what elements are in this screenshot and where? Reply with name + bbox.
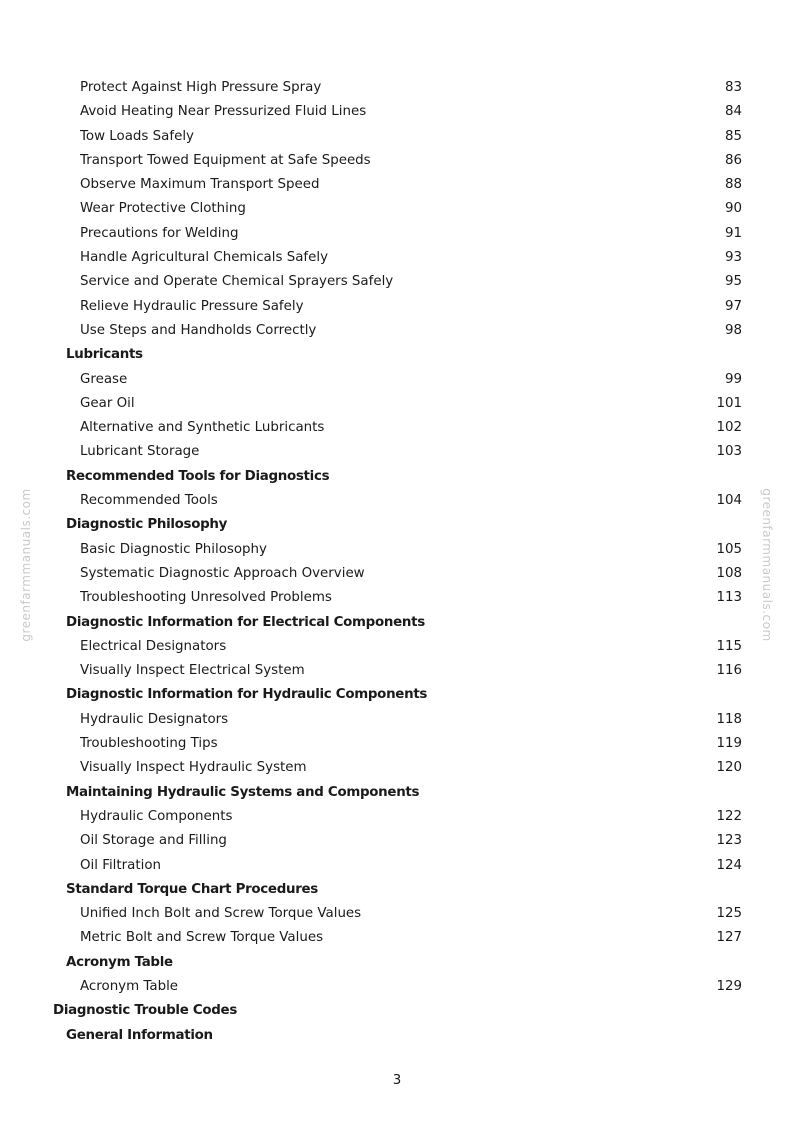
- toc-entry[interactable]: [0, 805, 794, 829]
- toc-entry-page-number: 123: [716, 833, 742, 849]
- toc-entry-title: Avoid Heating Near Pressurized Fluid Lines: [80, 104, 367, 120]
- toc-entry-title: Basic Diagnostic Philosophy: [80, 541, 267, 557]
- toc-entry-title: Precautions for Welding: [80, 225, 239, 241]
- toc-entry[interactable]: [0, 76, 794, 100]
- toc-entry-page-number: 86: [724, 152, 742, 168]
- toc-entry-title: Visually Inspect Electrical System: [80, 663, 305, 679]
- toc-entry-title: Lubricants: [66, 347, 143, 363]
- toc-entry[interactable]: [0, 756, 794, 780]
- toc-entry-page-number: 118: [716, 711, 742, 727]
- toc-entry[interactable]: [0, 659, 794, 683]
- toc-entry[interactable]: [0, 489, 794, 513]
- toc-entry-page-number: 99: [724, 371, 742, 387]
- toc-entry[interactable]: [0, 149, 794, 173]
- toc-entry-title: Diagnostic Information for Hydraulic Components: [66, 687, 428, 703]
- toc-entry[interactable]: [0, 440, 794, 464]
- toc-entry-title: Gear Oil: [80, 395, 135, 411]
- toc-entry-title: Wear Protective Clothing: [80, 201, 246, 217]
- toc-entry-title: General Information: [66, 1027, 213, 1043]
- toc-entry[interactable]: [0, 586, 794, 610]
- toc-entry-title: Observe Maximum Transport Speed: [80, 177, 320, 193]
- toc-heading[interactable]: [0, 1024, 794, 1048]
- toc-heading[interactable]: [0, 878, 794, 902]
- toc-entry-page-number: 127: [716, 930, 742, 946]
- toc-entry[interactable]: [0, 635, 794, 659]
- toc-entry-title: Troubleshooting Unresolved Problems: [80, 590, 332, 606]
- toc-entry[interactable]: [0, 246, 794, 270]
- toc-entry-title: Hydraulic Components: [80, 808, 233, 824]
- toc-entry-page-number: 83: [724, 80, 742, 95]
- page-number: 3: [392, 1073, 402, 1088]
- toc-entry-title: Diagnostic Information for Electrical Components: [66, 614, 425, 630]
- toc-entry-title: Oil Filtration: [80, 857, 162, 873]
- toc-entry-page-number: 116: [716, 663, 742, 679]
- toc-entry-page-number: 113: [716, 590, 742, 606]
- toc-heading[interactable]: [0, 951, 794, 975]
- toc-entry-page-number: 95: [724, 274, 742, 290]
- toc-entry-page-number: 120: [716, 760, 742, 776]
- toc-entry[interactable]: [0, 173, 794, 197]
- toc-entry[interactable]: [0, 197, 794, 221]
- toc-entry[interactable]: [0, 562, 794, 586]
- toc-entry-page-number: 101: [716, 395, 742, 411]
- toc-entry-page-number: 85: [724, 128, 742, 144]
- toc-entry-title: Lubricant Storage: [80, 444, 200, 460]
- toc-entry[interactable]: [0, 368, 794, 392]
- toc-entry-title: Alternative and Synthetic Lubricants: [80, 420, 325, 436]
- toc-entry-title: Use Steps and Handholds Correctly: [80, 322, 317, 338]
- toc-entry-title: Troubleshooting Tips: [80, 736, 218, 752]
- toc-entry-page-number: 115: [716, 638, 742, 654]
- toc-entry-title: Acronym Table: [80, 978, 179, 994]
- watermark-right: greenfarmmanuals.com: [760, 488, 774, 642]
- toc-entry[interactable]: [0, 416, 794, 440]
- toc-entry-title: Handle Agricultural Chemicals Safely: [80, 250, 329, 266]
- toc-entry-title: Standard Torque Chart Procedures: [66, 881, 318, 897]
- toc-entry-page-number: 104: [716, 493, 742, 509]
- toc-entry[interactable]: [0, 975, 794, 999]
- toc-entry-title: Diagnostic Trouble Codes: [53, 1003, 238, 1019]
- toc-entry-title: Hydraulic Designators: [80, 711, 229, 727]
- toc-entry-page-number: 108: [716, 565, 742, 581]
- toc-entry-page-number: 84: [724, 104, 742, 120]
- toc-entry[interactable]: [0, 392, 794, 416]
- toc-entry-page-number: 91: [724, 225, 742, 241]
- toc-entry-title: Oil Storage and Filling: [80, 833, 227, 849]
- toc-entry-title: Relieve Hydraulic Pressure Safely: [80, 298, 304, 314]
- toc-entry-page-number: 88: [724, 177, 742, 193]
- toc-entry-page-number: 125: [716, 906, 742, 922]
- toc-entry-page-number: 103: [716, 444, 742, 460]
- toc-entry-title: Recommended Tools: [80, 493, 218, 509]
- toc-entry[interactable]: [0, 732, 794, 756]
- toc-entry-title: Recommended Tools for Diagnostics: [66, 468, 330, 484]
- toc-entry-page-number: 97: [724, 298, 742, 314]
- toc-entry[interactable]: [0, 902, 794, 926]
- toc-entry-title: Protect Against High Pressure Spray: [80, 80, 322, 95]
- toc-entry-title: Visually Inspect Hydraulic System: [80, 760, 307, 776]
- toc-heading[interactable]: [0, 781, 794, 805]
- table-of-contents: [0, 76, 794, 1048]
- toc-entry-page-number: 105: [716, 541, 742, 557]
- toc-entry[interactable]: [0, 270, 794, 294]
- toc-entry[interactable]: [0, 926, 794, 950]
- toc-entry-title: Unified Inch Bolt and Screw Torque Values: [80, 906, 362, 922]
- toc-entry-page-number: 90: [724, 201, 742, 217]
- toc-heading[interactable]: [0, 611, 794, 635]
- toc-entry-page-number: 119: [716, 736, 742, 752]
- toc-entry-page-number: 129: [716, 978, 742, 994]
- toc-entry-page-number: 102: [716, 420, 742, 436]
- toc-entry[interactable]: [0, 854, 794, 878]
- toc-entry-title: Grease: [80, 371, 128, 387]
- toc-heading[interactable]: [0, 465, 794, 489]
- toc-entry[interactable]: [0, 100, 794, 124]
- toc-entry-page-number: 122: [716, 808, 742, 824]
- toc-entry-title: Diagnostic Philosophy: [66, 517, 228, 533]
- toc-entry-title: Metric Bolt and Screw Torque Values: [80, 930, 324, 946]
- toc-entry[interactable]: [0, 295, 794, 319]
- toc-entry[interactable]: [0, 319, 794, 343]
- toc-entry-title: Transport Towed Equipment at Safe Speeds: [80, 152, 371, 168]
- toc-entry[interactable]: [0, 222, 794, 246]
- toc-entry[interactable]: [0, 708, 794, 732]
- toc-entry[interactable]: [0, 125, 794, 149]
- toc-entry-title: Tow Loads Safely: [80, 128, 194, 144]
- toc-entry-title: Systematic Diagnostic Approach Overview: [80, 565, 365, 581]
- toc-entry-page-number: 98: [724, 322, 742, 338]
- toc-heading[interactable]: [0, 683, 794, 707]
- toc-entry-title: Acronym Table: [66, 954, 173, 970]
- toc-entry[interactable]: [0, 829, 794, 853]
- toc-heading[interactable]: [0, 343, 794, 367]
- toc-heading[interactable]: [0, 513, 794, 537]
- toc-entry-title: Maintaining Hydraulic Systems and Components: [66, 784, 420, 800]
- toc-entry-title: Electrical Designators: [80, 638, 227, 654]
- toc-heading[interactable]: [0, 999, 794, 1023]
- watermark-left: greenfarmmanuals.com: [19, 488, 33, 642]
- toc-entry-page-number: 93: [724, 250, 742, 266]
- toc-entry[interactable]: [0, 538, 794, 562]
- toc-entry-page-number: 124: [716, 857, 742, 873]
- toc-entry-title: Service and Operate Chemical Sprayers Safely: [80, 274, 394, 290]
